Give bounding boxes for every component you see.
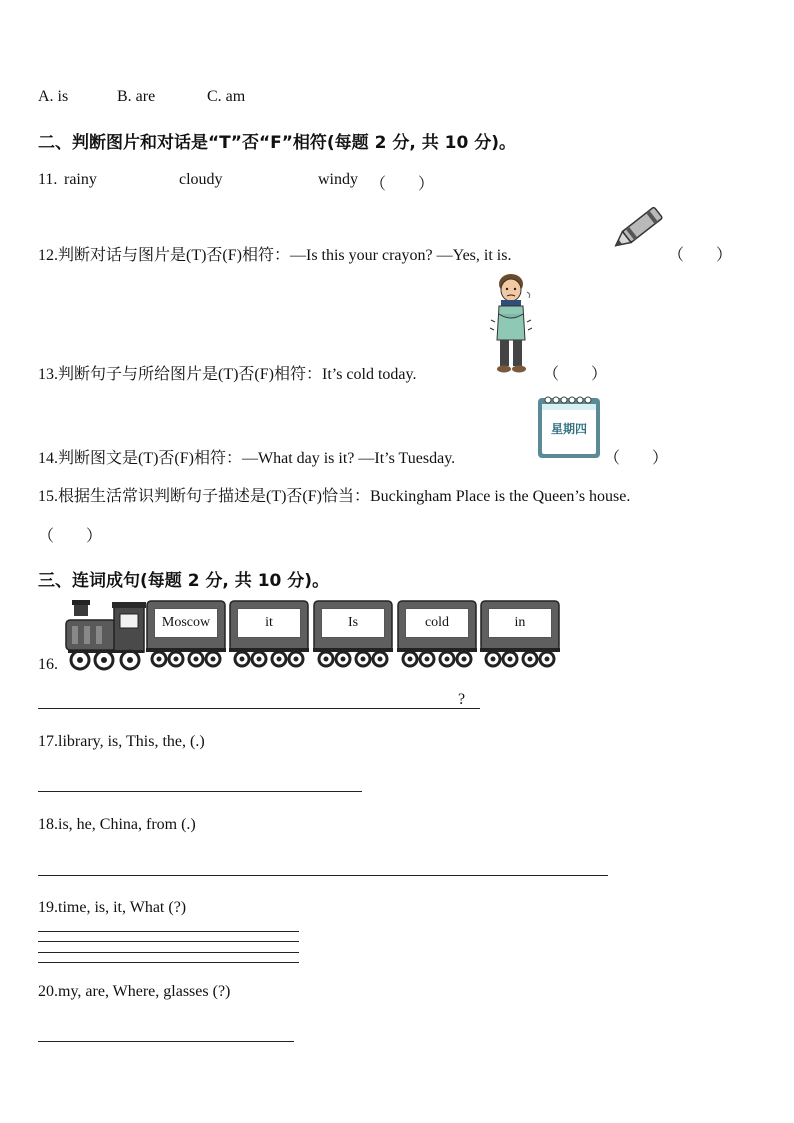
q16-number: 16. (38, 656, 58, 673)
option-c: C. am (207, 88, 246, 105)
q19-answer-line-1[interactable] (38, 931, 299, 932)
q15-question: 15.根据生活常识判断句子描述是(T)否(F)恰当：Buckingham Place is the Queen’s house. (38, 488, 631, 505)
calendar-label: 星期四 (550, 422, 587, 436)
q19-answer-line-2[interactable] (38, 941, 299, 942)
train-car-1 (146, 600, 226, 670)
q19-prompt: 19.time, is, it, What (?) (38, 899, 187, 916)
q13-question: 13.判断句子与所给图片是(T)否(F)相符：It’s cold today. (38, 366, 417, 383)
q14-question: 14.判断图文是(T)否(F)相符：—What day is it? —It’s Tuesday. (38, 450, 456, 467)
section-3-title: 三、连词成句(每题 2 分, 共 10 分)。 (38, 571, 330, 591)
train-car-2 (229, 600, 309, 670)
train-engine-illustration (64, 600, 146, 672)
train-word-3: Is (321, 608, 385, 638)
option-a: A. is (38, 88, 69, 105)
train-word-5: in (488, 608, 552, 638)
cold-boy-illustration (487, 270, 539, 376)
q16-question-mark: ? (458, 691, 466, 708)
train-word-1: Moscow (154, 608, 218, 638)
calendar-icon (536, 394, 602, 460)
q11-word-windy: windy (318, 171, 358, 188)
q20-answer-line[interactable] (38, 1041, 294, 1042)
q17-answer-line[interactable] (38, 791, 362, 792)
q15-answer-blank[interactable]: （ ） (38, 528, 103, 545)
q16-answer-line[interactable] (38, 708, 480, 709)
train-word-2: it (237, 608, 301, 638)
train-car-5 (480, 600, 560, 670)
q11-word-rainy: rainy (64, 171, 97, 188)
q17-prompt: 17.library, is, This, the, (.) (38, 733, 205, 750)
train-word-4: cold (405, 608, 469, 638)
q20-prompt: 20.my, are, Where, glasses (?) (38, 983, 231, 1000)
q12-answer-blank[interactable]: （ ） (668, 247, 733, 264)
q14-answer-blank[interactable]: （ ） (604, 450, 669, 467)
q18-answer-line[interactable] (38, 875, 608, 876)
q19-answer-line-3[interactable] (38, 952, 299, 953)
train-car-3 (313, 600, 393, 670)
train-car-4 (397, 600, 477, 670)
q11-number: 11. (38, 171, 58, 188)
q12-question: 12.判断对话与图片是(T)否(F)相符：—Is this your crayon? —Yes, it is. (38, 247, 512, 264)
q11-answer-blank[interactable]: （ ） (370, 176, 435, 193)
crayon-icon (608, 200, 666, 258)
section-2-title: 二、判断图片和对话是“T”否“F”相符(每题 2 分, 共 10 分)。 (38, 133, 516, 153)
q11-word-cloudy: cloudy (179, 171, 223, 188)
q19-answer-line-4[interactable] (38, 962, 299, 963)
q18-prompt: 18.is, he, China, from (.) (38, 816, 196, 833)
q13-answer-blank[interactable]: （ ） (543, 366, 608, 383)
option-b: B. are (117, 88, 156, 105)
